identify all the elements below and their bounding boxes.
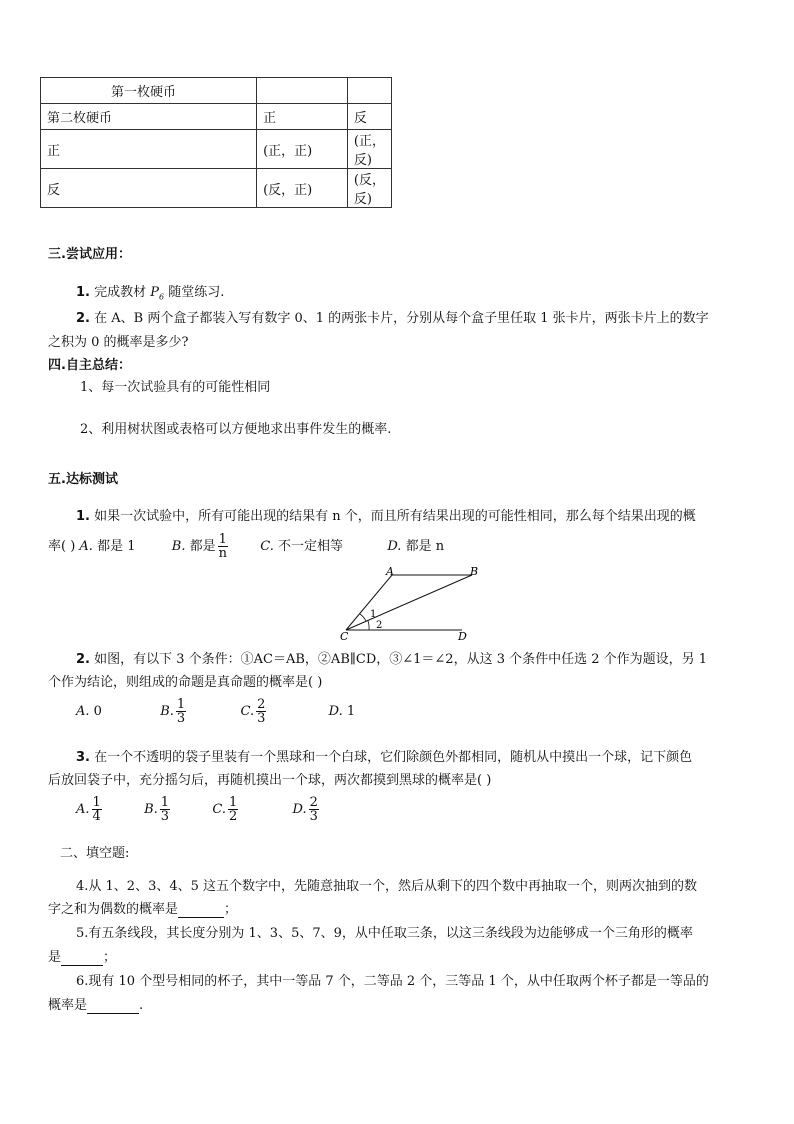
page-ref [150,285,164,300]
option-value: 1 [346,704,356,719]
s5-question-3-options [76,796,321,823]
option-text: 都是 n [405,539,445,554]
option-letter: C. [212,802,226,817]
question-text: 是 [48,950,62,965]
fraction-numerator: 1 [92,795,101,810]
fraction-denominator: 4 [92,809,101,824]
question-text: 在一个不透明的袋子里装有一个黑球和一个白球，它们除颜色外都相同，随机从中摸出一个球，记下颜色 [94,750,693,765]
question-end: ； [103,950,117,965]
s5-question-2-line1 [76,648,707,667]
fill-question-4-line2 [48,898,237,918]
table-row-label: 反 [41,169,257,208]
question-text: 随堂练习. [168,285,225,300]
fill-question-4-line1: 4.从 1、2、3、4、5 这五个数字中，先随意抽取一个，然后从剩下的四个数中再抽取一个，则两次抽到的数 [76,879,698,894]
question-text: 在 A、B 两个盒子都装入写有数字 0、1 的两张卡片，分别从每个盒子里任取 1 张卡片，两张卡片上的数字 [94,311,709,326]
angle-1-arc [360,614,366,621]
option-value: 0 [93,704,102,719]
fraction-denominator: 2 [228,809,238,824]
s3-question-2-line2: 之积为 0 的概率是多少? [48,335,189,350]
table-row [41,130,392,169]
fraction-numerator: 1 [218,532,227,547]
option-letter: D. [328,704,343,719]
table-row [41,169,392,208]
s5-question-1-options [48,533,444,560]
option-letter: B. [160,704,174,719]
question-text: 如图，有以下 3 个条件：①AC＝AB，②AB∥CD，③∠1＝∠2，从这 3 个条件中任选 2 个作为题设，另 1 [94,652,708,667]
fraction [160,796,170,823]
point-label-c: C [340,630,349,642]
page-ref-letter: P [150,285,160,300]
option-letter: A. [79,539,93,554]
table-col-head: 正 [257,104,348,130]
segment-ca [346,575,392,630]
option-letter: C. [260,539,274,554]
section-title-summary: 四.自主总结： [48,358,131,373]
option-text: 都是 [189,539,216,554]
angle-2-arc [368,621,369,630]
table-row-label: 正 [41,130,257,169]
option-text: 都是 1 [97,539,136,554]
summary-point-1: 1、每一次试验具有的可能性相同 [80,380,271,395]
angle-label-2: 2 [376,620,383,631]
fraction-numerator: 2 [309,795,318,810]
s3-question-1 [76,281,224,302]
fraction [309,796,319,823]
question-text: 概率是 [48,998,88,1013]
question-number: 3. [76,750,90,765]
s5-question-1-line1 [76,505,696,524]
question-text: 完成教材 [94,285,147,300]
table-cell: (反，反) [347,169,391,208]
fraction-numerator: 1 [176,697,186,712]
question-text: 如果一次试验中，所有可能出现的结果有 n 个，而且所有结果出现的可能性相同，那么每个结果出现的概 [94,509,696,524]
geometry-figure [336,566,486,642]
summary-point-2: 2、利用树状图或表格可以方便地求出事件发生的概率. [80,422,392,437]
answer-blank[interactable] [61,950,103,966]
question-text: 率( ) [48,539,76,554]
table-corner-header: 第一枚硬币 [41,78,257,104]
section-title-apply: 三.尝试应用： [48,247,131,262]
page-ref-sub: 6 [159,292,165,302]
question-text: 字之和为偶数的概率是 [48,902,179,917]
option-letter: D. [387,539,402,554]
fraction-denominator: 3 [309,809,318,824]
fraction-denominator: n [218,546,227,561]
fraction-numerator: 1 [160,795,170,810]
fill-question-5-line1: 5.有五条线段，其长度分别为 1、3、5、7、9，从中任取三条，以这三条线段为边能够成一个三角形的概率 [76,926,693,941]
s5-question-3-line2: 后放回袋子中，充分摇匀后，再随机摸出一个球，两次都摸到黑球的概率是( ) [48,773,492,788]
answer-blank[interactable] [87,998,139,1014]
question-number: 1. [76,285,90,300]
option-letter: A. [76,802,90,817]
table-row [41,104,392,130]
s5-question-2-options [76,698,355,725]
s5-question-3-line1 [76,746,692,765]
question-number: 1. [76,509,90,524]
fraction [92,796,102,823]
question-number: 2. [76,652,90,667]
fill-question-5-line2 [48,946,116,966]
point-label-d: D [458,630,467,642]
fraction-denominator: 3 [176,711,186,726]
fraction [228,796,238,823]
fraction [218,533,228,560]
fill-question-6-line2 [48,994,143,1014]
segment-cb [346,575,472,630]
fraction [256,698,266,725]
point-label-b: B [470,566,479,578]
table-col-head: 反 [347,104,391,130]
coin-outcome-table [40,77,392,208]
fraction-numerator: 1 [228,795,238,810]
option-text: 不一定相等 [278,539,344,554]
question-number: 2. [76,311,90,326]
fraction-denominator: 3 [257,711,266,726]
table-cell: (正，正) [257,130,348,169]
fill-question-6-line1: 6.现有 10 个型号相同的杯子，其中一等品 7 个，二等品 2 个，三等品 1 个，从中任取两个杯子都是一等品的 [76,974,709,989]
table-col-label: 第二枚硬币 [41,104,257,130]
fraction [176,698,186,725]
question-end: ； [224,902,238,917]
point-label-a: A [386,566,394,578]
s5-question-2-line2: 个作为结论，则组成的命题是真命题的概率是( ) [48,675,323,690]
answer-blank[interactable] [178,902,224,918]
option-letter: D. [292,802,307,817]
table-row [41,78,392,104]
section-title-test: 五.达标测试 [48,472,118,487]
fraction-numerator: 2 [257,697,266,712]
table-cell: (正，反) [347,130,391,169]
angle-label-1: 1 [370,609,377,620]
question-end: . [139,998,144,1013]
option-letter: A. [76,704,90,719]
fraction-denominator: 3 [160,809,170,824]
option-letter: B. [144,802,158,817]
table-cell [257,78,348,104]
table-cell: (反，正) [257,169,348,208]
s3-question-2-line1 [76,307,709,326]
table-cell [347,78,391,104]
option-letter: B. [171,539,186,554]
section-title-fill-in: 二、填空题: [60,846,130,861]
option-letter: C. [240,704,255,719]
